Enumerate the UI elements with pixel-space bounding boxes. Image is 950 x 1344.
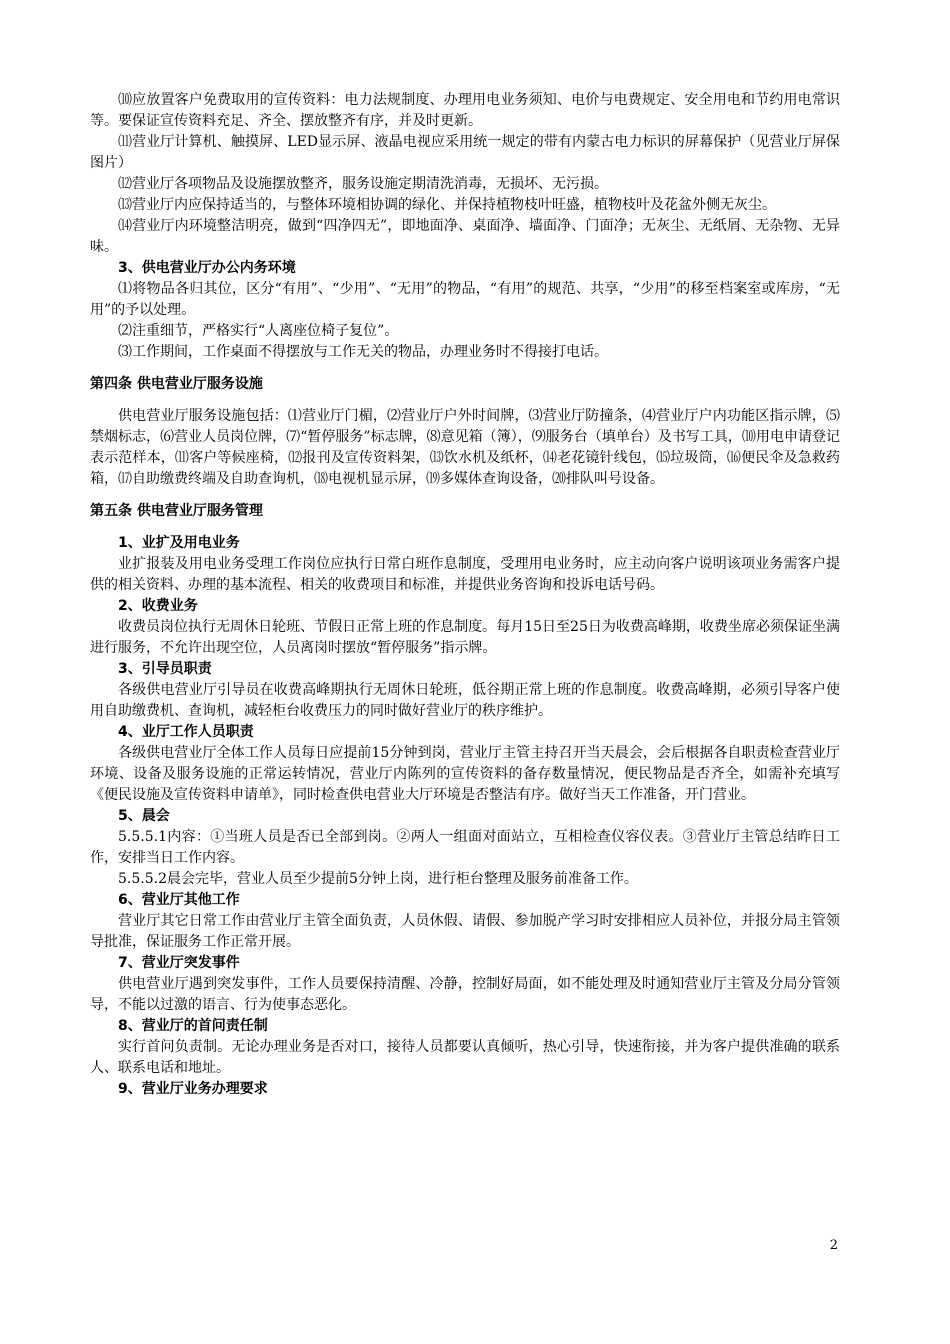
- paragraph-office-3: ⑶工作期间，工作桌面不得摆放与工作无关的物品，办理业务时不得接打电话。: [118, 344, 608, 360]
- paragraph-13-greenery: ⒀营业厅内应保持适当的，与整体环境相协调的绿化、并保持植物枝叶旺盛，植物枝叶及花盆外侧无灰尘。: [118, 197, 776, 213]
- paragraph-emergencies: 供电营业厅遇到突发事件，工作人员要保持清醒、冷静，控制好局面，如不能处理及时通知营业厅主管及分局分管领导，不能以过激的语言、行为使事态恶化。: [90, 976, 840, 1013]
- section-heading-staff-duties: 4、业厅工作人员职责: [118, 724, 254, 740]
- section-heading-business-expansion: 1、业扩及用电业务: [118, 535, 240, 551]
- paragraph-business-expansion: 业扩报装及用电业务受理工作岗位应执行日常白班作息制度，受理用电业务时，应主动向客户说明该项业务需客户提供的相关资料、办理的基本流程、相关的收费项目和标准，并提供业务咨询和投诉电话号码。: [90, 556, 840, 593]
- paragraph-billing: 收费员岗位执行无周休日轮班、节假日正常上班的作息制度。每月15日至25日为收费高峰期，收费坐席必须保证坐满进行服务，不允许出现空位，人员离岗时摆放“暂停服务”指示牌。: [90, 619, 840, 656]
- paragraph-morning-meeting-after: 5.5.5.2晨会完毕，营业人员至少提前5分钟上岗，进行柜台整理及服务前准备工作。: [118, 871, 638, 887]
- paragraph-office-2: ⑵注重细节，严格实行“人离座位椅子复位”。: [118, 323, 399, 339]
- section-heading-other-work: 6、营业厅其他工作: [118, 892, 240, 908]
- section-heading-office-environment: 3、供电营业厅办公内务环境: [118, 260, 296, 276]
- paragraph-staff-duties: 各级供电营业厅全体工作人员每日应提前15分钟到岗，营业厅主管主持召开当天晨会，会后根据各自职责检查营业厅环境、设备及服务设施的正常运转情况，营业厅内陈列的宣传资料的备存数量情况，便民物品是否齐全，如需补充填写《便民设施及宣传资料申请单》，同时检查供电营业大厅环境是否整洁有序。做好当天工作准备，开门营业。: [90, 745, 840, 803]
- section-heading-business-requirements: 9、营业厅业务办理要求: [118, 1081, 268, 1097]
- paragraph-14-cleanliness: ⒁营业厅内环境整洁明亮，做到“四净四无”，即地面净、桌面净、墙面净、门面净；无灰尘、无纸屑、无杂物、无异味。: [90, 218, 840, 255]
- paragraph-office-1: ⑴将物品各归其位，区分“有用”、“少用”、“无用”的物品，“有用”的规范、共享，“少用”的移至档案室或库房，“无用”的予以处理。: [90, 281, 840, 318]
- section-heading-morning-meeting: 5、晨会: [118, 808, 170, 824]
- paragraph-first-inquiry: 实行首问负责制。无论办理业务是否对口，接待人员都要认真倾听，热心引导，快速衔接，并为客户提供准确的联系人、联系电话和地址。: [90, 1039, 840, 1076]
- section-heading-first-inquiry: 8、营业厅的首问责任制: [118, 1018, 268, 1034]
- section-heading-guide-duties: 3、引导员职责: [118, 661, 212, 677]
- page-number: 2: [829, 1238, 838, 1253]
- paragraph-11-screensaver: ⑾营业厅计算机、触摸屏、LED显示屏、液晶电视应采用统一规定的带有内蒙古电力标识的屏幕保护（见营业厅屏保图片）: [90, 134, 840, 171]
- paragraph-other-work: 营业厅其它日常工作由营业厅主管全面负责，人员休假、请假、参加脱产学习时安排相应人员补位，并报分局主管领导批准，保证服务工作正常开展。: [90, 913, 840, 950]
- paragraph-morning-meeting-content: 5.5.5.1内容：①当班人员是否已全部到岗。②两人一组面对面站立，互相检查仪容仪表。③营业厅主管总结昨日工作，安排当日工作内容。: [90, 829, 840, 866]
- article-heading-5: 第五条 供电营业厅服务管理: [90, 503, 263, 519]
- paragraph-service-facilities: 供电营业厅服务设施包括：⑴营业厅门楣，⑵营业厅户外时间牌，⑶营业厅防撞条，⑷营业厅户内功能区指示牌，⑸禁烟标志，⑹营业人员岗位牌，⑺“暂停服务”标志牌，⑻意见箱（簿），⑼服务台（填单台）及书写工具，⑽用电申请登记表示范样本，⑾客户等候座椅，⑿报刊及宣传资料架，⒀饮水机及纸杯，⒁老花镜针线包，⒂垃圾筒，⒃便民伞及急救药箱，⒄自助缴费终端及自助查询机，⒅电视机显示屏，⒆多媒体查询设备，⒇排队叫号设备。: [90, 408, 840, 487]
- document-page: [90, 90, 840, 1100]
- section-heading-emergencies: 7、营业厅突发事件: [118, 955, 240, 971]
- paragraph-10-materials: ⑽应放置客户免费取用的宣传资料：电力法规制度、办理用电业务须知、电价与电费规定、安全用电和节约用电常识等。要保证宣传资料充足、齐全、摆放整齐有序，并及时更新。: [90, 92, 840, 129]
- paragraph-guide-duties: 各级供电营业厅引导员在收费高峰期执行无周休日轮班，低谷期正常上班的作息制度。收费高峰期，必须引导客户使用自助缴费机、查询机，减轻柜台收费压力的同时做好营业厅的秩序维护。: [90, 682, 840, 719]
- section-heading-billing: 2、收费业务: [118, 598, 198, 614]
- article-heading-4: 第四条 供电营业厅服务设施: [90, 376, 263, 392]
- paragraph-12-facilities: ⑿营业厅各项物品及设施摆放整齐，服务设施定期清洗消毒，无损坏、无污损。: [118, 176, 608, 192]
